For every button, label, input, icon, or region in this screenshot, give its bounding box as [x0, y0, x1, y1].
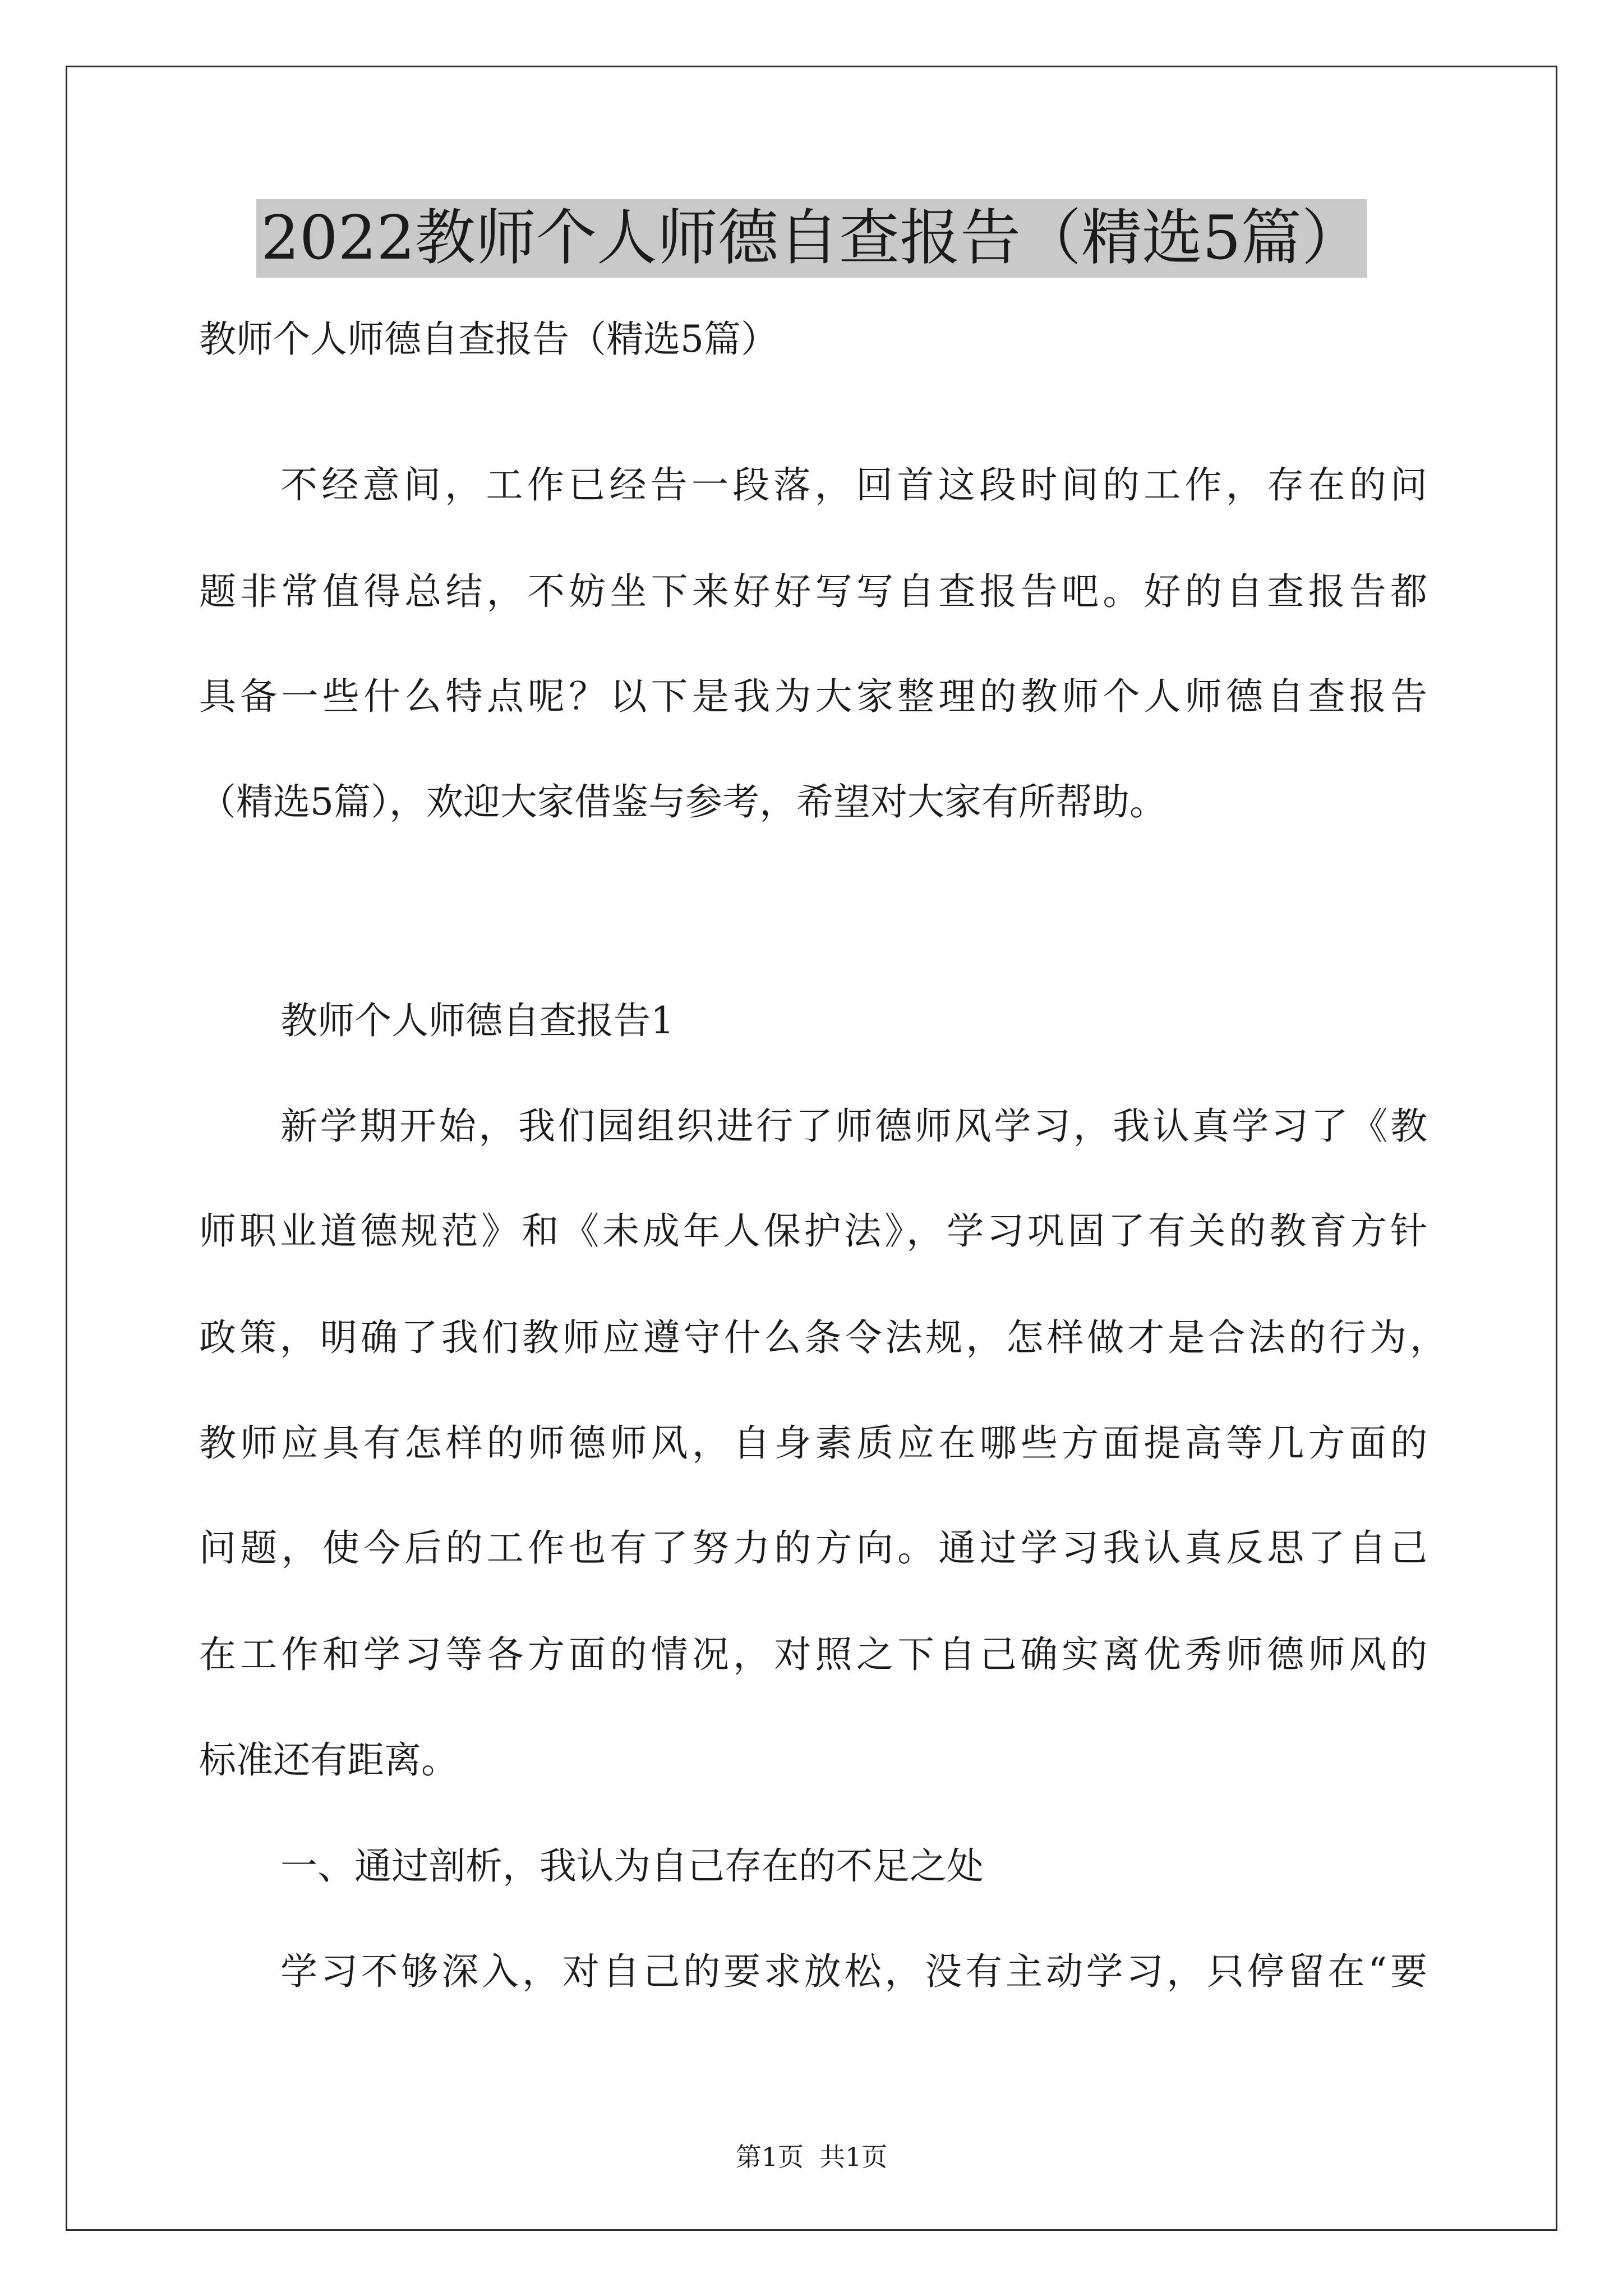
page-footer: [0, 2140, 1623, 2174]
section-line: 政策，明确了我们教师应遵守什么条令法规，怎样做才是合法的行为，: [199, 1316, 1447, 1359]
section-line: 问题，使今后的工作也有了努力的方向。通过学习我认真反思了自己: [199, 1526, 1427, 1570]
title-container: [0, 199, 1623, 278]
point-line: 学习不够深入，对自己的要求放松，没有主动学习，只停留在“要: [280, 1950, 1427, 1993]
section-line: 标准还有距离。: [199, 1738, 458, 1782]
section-line: 新学期开始，我们园组织进行了师德师风学习，我认真学习了《教: [280, 1105, 1427, 1148]
intro-line: （精选5篇），欢迎大家借鉴与参考，希望对大家有所帮助。: [199, 780, 1166, 823]
intro-line: 不经意间，工作已经告一段落，回首这段时间的工作，存在的问: [280, 463, 1427, 507]
page-total: 共1页: [819, 2142, 888, 2172]
intro-line: 具备一些什么特点呢？以下是我为大家整理的教师个人师德自查报告: [199, 675, 1427, 718]
section-line: 在工作和学习等各方面的情况，对照之下自己确实离优秀师德师风的: [199, 1633, 1427, 1676]
page-number: 第1页: [735, 2142, 804, 2172]
section-line: 教师应具有怎样的师德师风，自身素质应在哪些方面提高等几方面的: [199, 1421, 1427, 1465]
document-title: 2022教师个人师德自查报告（精选5篇）: [256, 199, 1367, 278]
section-heading: 教师个人师德自查报告1: [280, 999, 674, 1042]
document-subtitle: 教师个人师德自查报告（精选5篇）: [199, 318, 778, 361]
section-line: 师职业道德规范》和《未成年人保护法》，学习巩固了有关的教育方针: [199, 1209, 1427, 1253]
intro-line: 题非常值得总结，不妨坐下来好好写写自查报告吧。好的自查报告都: [199, 570, 1427, 613]
point-heading: 一、通过剖析，我认为自己存在的不足之处: [280, 1844, 984, 1888]
